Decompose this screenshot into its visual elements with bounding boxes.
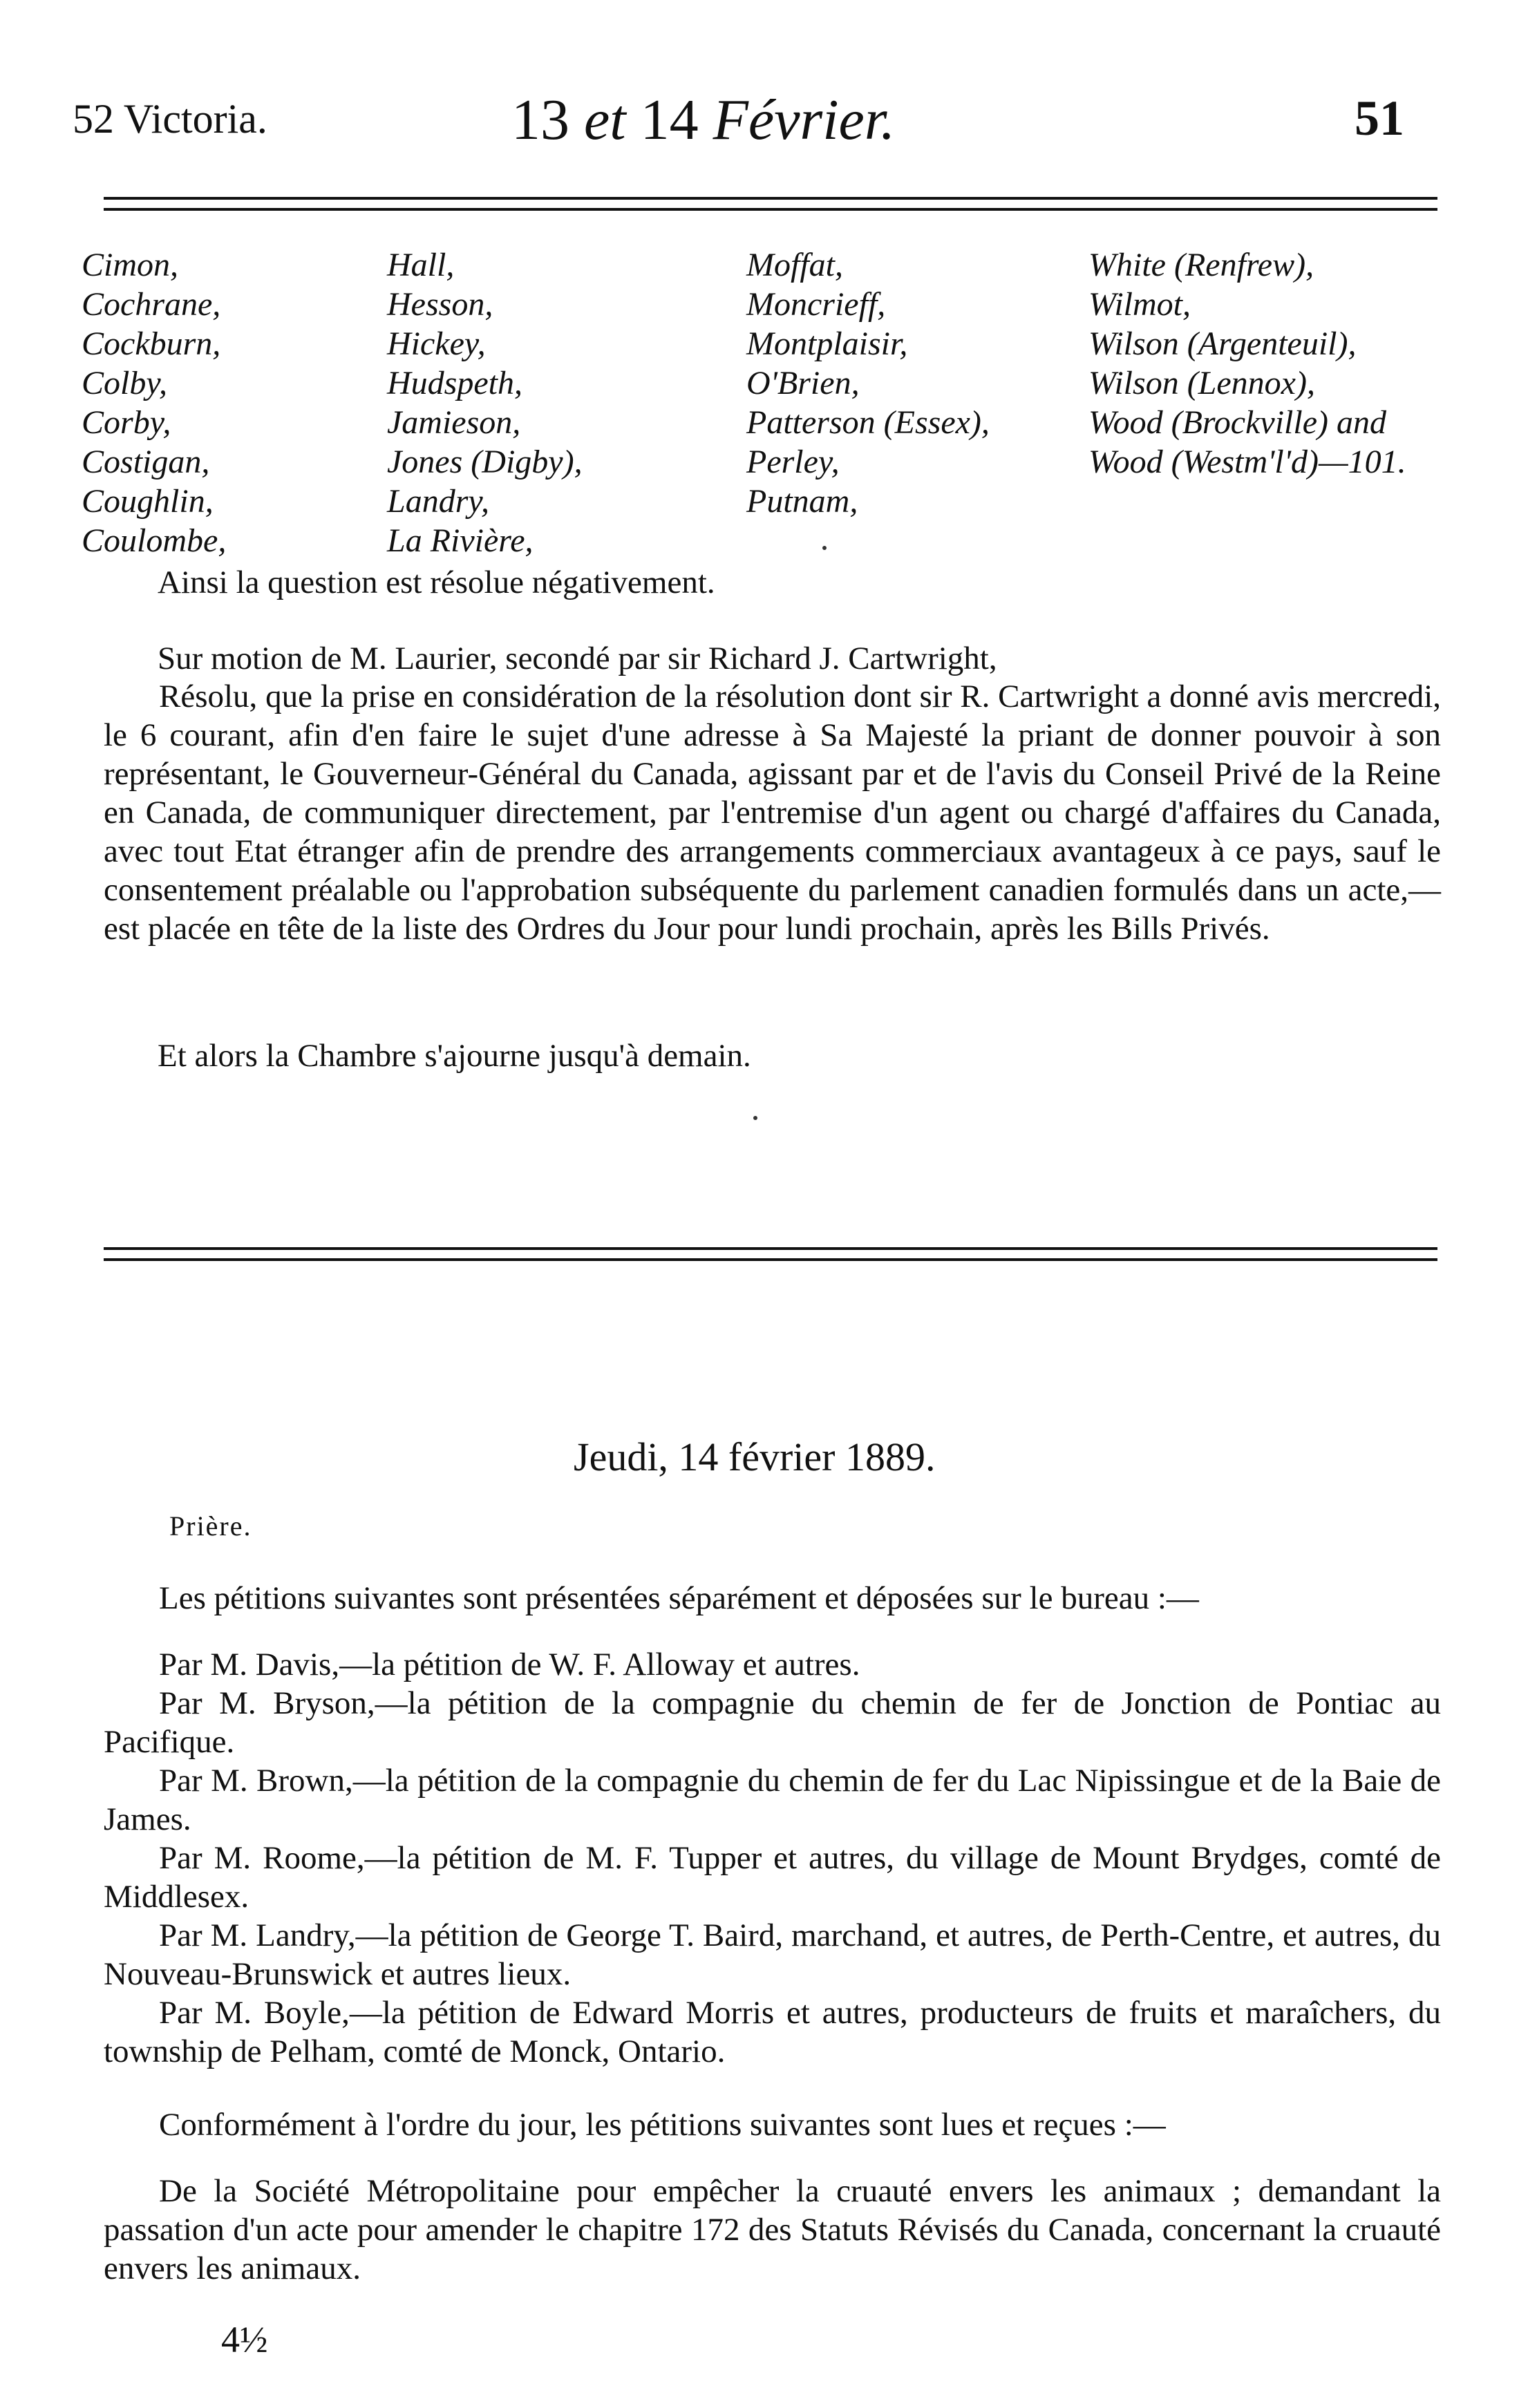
name-entry: Cimon, xyxy=(82,247,179,283)
name-entry: Cockburn, xyxy=(82,325,221,362)
name-entry: Montplaisir, xyxy=(746,325,908,362)
names-column-1 xyxy=(82,245,226,560)
name-entry: Jones (Digby), xyxy=(387,444,583,480)
resolution-text: Résolu, que la prise en considération de la résolution dont sir R. Cartwright a donné avis mercredi, le 6 courant, afin d'en faire le sujet d'une adresse à Sa Majesté la priant de donner pouvoir à son représentant, le Gouverneur-Général du Canada, agissant par et de l'avis du Conseil Privé de la Reine en Canada, de communiquer directement, par l'entremise d'un agent ou chargé d'affaires du Canada, avec tout Etat étranger afin de prendre des arrangements commerciaux avantageux à ce pays, sauf le consentement préalable ou l'approbation subséquente du parlement canadien formulés dans un acte,—est placée en tête de la liste des Ordres du Jour pour lundi prochain, après les Bills Privés. xyxy=(104,679,1441,947)
resolution-paragraph xyxy=(104,677,1441,948)
ink-dot xyxy=(753,1116,757,1120)
running-head-date xyxy=(511,86,895,153)
name-entry: Wilson (Lennox), xyxy=(1088,365,1315,401)
page-number: 51 xyxy=(1355,91,1404,146)
names-column-3 xyxy=(746,245,990,521)
name-entry: Moncrieff, xyxy=(746,286,886,323)
signature-mark: 4½ xyxy=(221,2319,268,2360)
name-entry: Hickey, xyxy=(387,325,486,362)
name-entry: Corby, xyxy=(82,404,171,441)
names-column-4 xyxy=(1088,245,1406,482)
running-head-left: 52 Victoria. xyxy=(73,96,267,142)
name-entry: O'Brien, xyxy=(746,365,860,401)
ink-dot xyxy=(822,546,827,550)
name-entry: Jamieson, xyxy=(387,404,521,441)
name-entry: Hudspeth, xyxy=(387,365,522,401)
name-entry: Wood (Brockville) and xyxy=(1088,404,1386,441)
name-entry: Hall, xyxy=(387,247,455,283)
petition-item: Par M. Landry,—la pétition de George T. Baird, marchand, et autres, de Perth-Centre, et autres, du Nouveau-Brunswick et autres lieux. xyxy=(104,1917,1441,1992)
petitions-intro: Les pétitions suivantes sont présentées séparément et déposées sur le bureau :— xyxy=(159,1580,1199,1616)
name-entry: Costigan, xyxy=(82,444,210,480)
name-entry: La Rivière, xyxy=(387,522,534,559)
name-entry: Landry, xyxy=(387,483,490,520)
section-rule-bottom xyxy=(104,1258,1437,1261)
name-entry: Wilmot, xyxy=(1088,286,1191,323)
name-entry: Coulombe, xyxy=(82,522,227,559)
petition-item: Par M. Roome,—la pétition de M. F. Tupper et autres, du village de Mount Brydges, comté de Middlesex. xyxy=(104,1840,1441,1915)
petition-item: Par M. Brown,—la pétition de la compagnie du chemin de fer du Lac Nipissingue et de la Baie de James. xyxy=(104,1763,1441,1837)
vote-result: Ainsi la question est résolue négativement. xyxy=(158,565,715,600)
date-conjunction: et xyxy=(584,88,626,152)
motion-line: Sur motion de M. Laurier, secondé par sir Richard J. Cartwright, xyxy=(158,641,997,676)
name-entry: Colby, xyxy=(82,365,168,401)
names-column-2 xyxy=(387,245,583,560)
name-entry: Hesson, xyxy=(387,286,493,323)
name-entry: Perley, xyxy=(746,444,840,480)
section-rule-top xyxy=(104,1247,1437,1250)
petition-item: Par M. Boyle,—la pétition de Edward Morris et autres, producteurs de fruits et maraîchers, du township de Pelham, comté de Monck, Ontario. xyxy=(104,1995,1441,2069)
date-day-a: 13 xyxy=(511,88,569,152)
name-entry: Wilson (Argenteuil), xyxy=(1088,325,1357,362)
order-of-day-intro: Conformément à l'ordre du jour, les pétitions suivantes sont lues et reçues :— xyxy=(159,2107,1166,2143)
name-entry: Moffat, xyxy=(746,247,843,283)
name-entry: Putnam, xyxy=(746,483,858,520)
header-rule-top xyxy=(104,197,1437,200)
date-day-b: 14 xyxy=(640,88,699,152)
adjournment-line: Et alors la Chambre s'ajourne jusqu'à demain. xyxy=(158,1038,751,1074)
name-entry: Coughlin, xyxy=(82,483,214,520)
header-rule-bottom xyxy=(104,208,1437,211)
prayers-heading: Prière. xyxy=(169,1510,252,1542)
sitting-date-title: Jeudi, 14 février 1889. xyxy=(574,1434,936,1479)
petition-item: Par M. Davis,—la pétition de W. F. Alloway et autres. xyxy=(159,1647,860,1682)
name-entry: Patterson (Essex), xyxy=(746,404,990,441)
date-month: Février. xyxy=(713,88,896,152)
petitions-section xyxy=(104,1579,1441,2288)
name-entry: Cochrane, xyxy=(82,286,221,323)
name-entry: Wood (Westm'l'd)—101. xyxy=(1088,444,1406,480)
name-entry: White (Renfrew), xyxy=(1088,247,1314,283)
petition-item: Par M. Bryson,—la pétition de la compagnie du chemin de fer de Jonction de Pontiac au Pacifique. xyxy=(104,1685,1441,1760)
society-petition: De la Société Métropolitaine pour empêcher la cruauté envers les animaux ; demandant la passation d'un acte pour amender le chapitre 172 des Statuts Révisés du Canada, concernant la cruauté envers les animaux. xyxy=(104,2173,1441,2286)
